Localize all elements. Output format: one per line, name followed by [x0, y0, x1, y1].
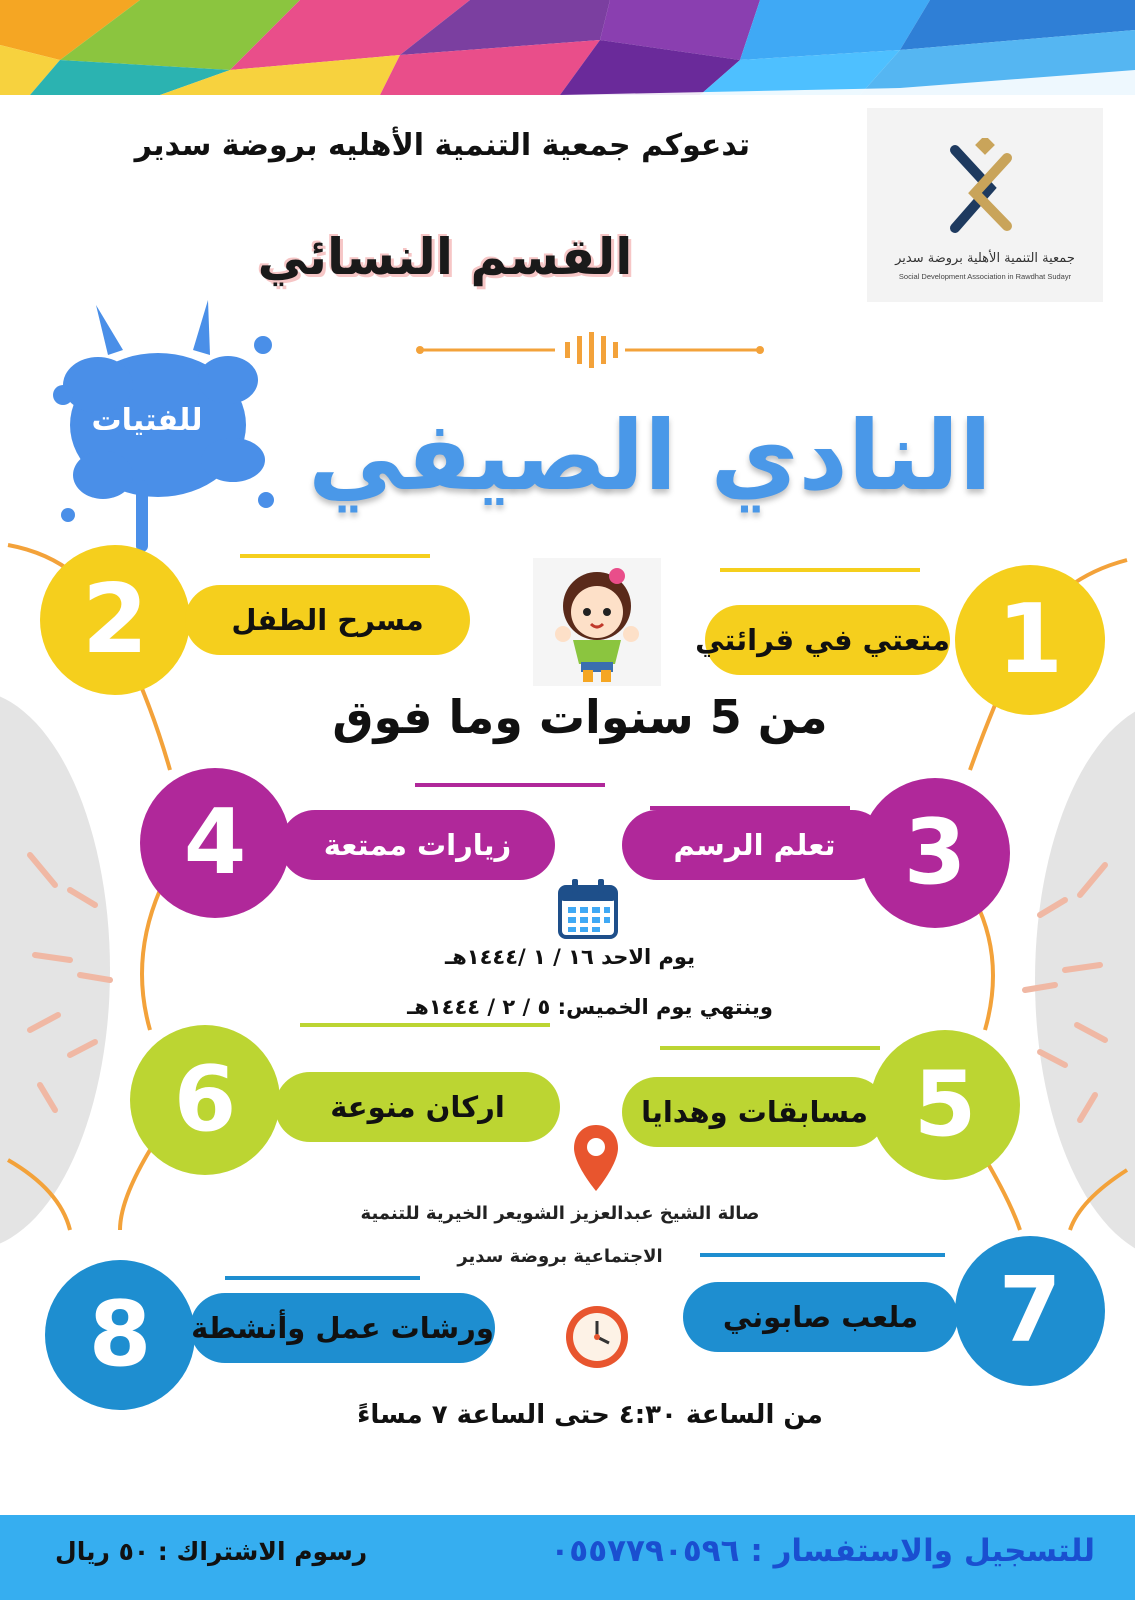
- activity-1-label: متعتي في قرائتي: [705, 605, 950, 675]
- calendar-icon: [556, 877, 620, 941]
- start-date: يوم الاحد ١٦ / ١ /١٤٤٤هـ: [445, 945, 695, 969]
- end-date: وينتهي يوم الخميس: ٥ / ٢ / ١٤٤٤هـ: [407, 995, 773, 1019]
- activity-7-label: ملعب صابوني: [683, 1282, 958, 1352]
- location-pin-icon: [571, 1123, 621, 1193]
- logo-english-name: Social Development Association in Rawdhat Sudayr: [898, 272, 1072, 281]
- club-title: النادي الصيفي: [308, 400, 992, 512]
- age-requirement: من 5 سنوات وما فوق: [332, 690, 828, 744]
- department-title: القسم النسائي: [257, 228, 633, 286]
- venue-line-1: صالة الشيخ عبدالعزيز الشويعر الخيرية للتنمية: [360, 1203, 760, 1224]
- activity-6-label: اركان منوعة: [275, 1072, 560, 1142]
- activity-3-label: تعلم الرسم: [622, 810, 887, 880]
- time-range: من الساعة ٤:٣٠ حتى الساعة ٧ مساءً: [357, 1400, 823, 1430]
- activity-2-number: 2: [40, 545, 190, 695]
- venue-line-2: الاجتماعية بروضة سدير: [457, 1246, 663, 1267]
- activity-6-number: 6: [130, 1025, 280, 1175]
- registration-contact: للتسجيل والاستفسار : ٠٥٥٧٧٩٠٥٩٦: [550, 1533, 1095, 1569]
- activity-4-label: زيارات ممتعة: [280, 810, 555, 880]
- clock-icon: [563, 1303, 631, 1371]
- invitation-text: تدعوكم جمعية التنمية الأهليه بروضة سدير: [134, 128, 750, 163]
- girl-cartoon-icon: [533, 558, 661, 686]
- footer-bar: [0, 1515, 1135, 1600]
- activity-7-number: 7: [955, 1236, 1105, 1386]
- activity-4-number: 4: [140, 768, 290, 918]
- activity-3-number: 3: [860, 778, 1010, 928]
- subscription-fee: رسوم الاشتراك : ٥٠ ريال: [55, 1537, 368, 1566]
- activity-8-number: 8: [45, 1260, 195, 1410]
- activity-1-number: 1: [955, 565, 1105, 715]
- logo-arabic-name: جمعية التنمية الأهلية بروضة سدير: [895, 251, 1075, 266]
- girls-label: للفتيات: [91, 403, 203, 438]
- activity-2-label: مسرح الطفل: [185, 585, 470, 655]
- activity-8-label: ورشات عمل وأنشطة: [190, 1293, 495, 1363]
- activity-5-number: 5: [870, 1030, 1020, 1180]
- activity-5-label: مسابقات وهدايا: [622, 1077, 887, 1147]
